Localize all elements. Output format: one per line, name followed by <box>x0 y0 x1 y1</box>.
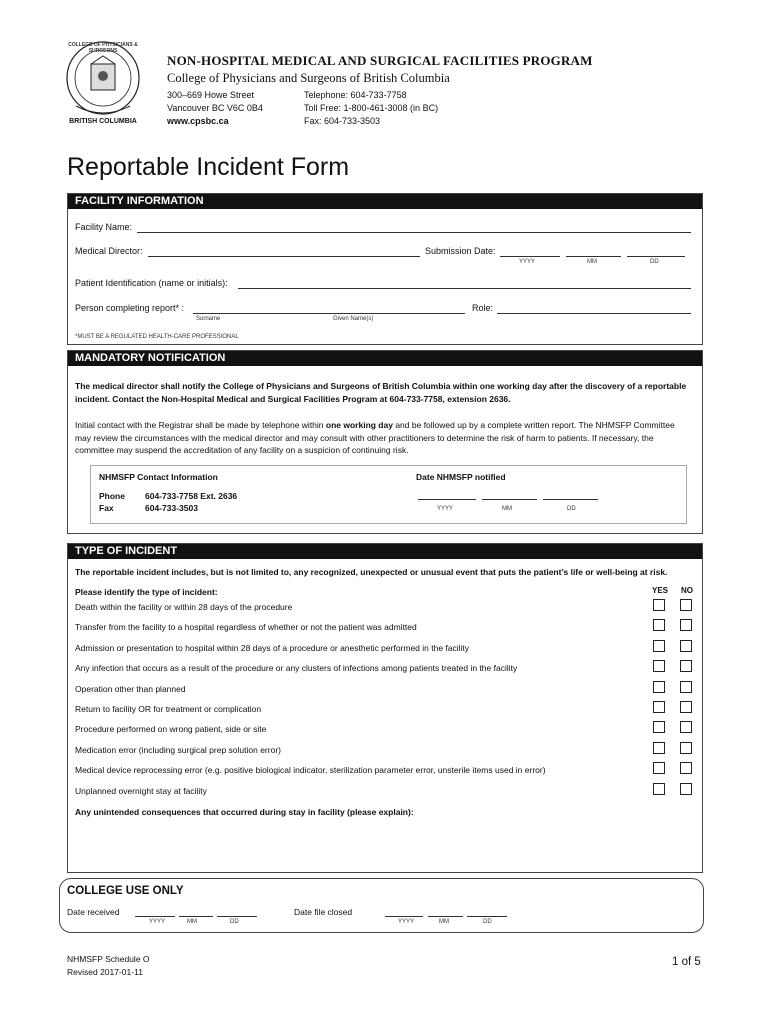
incident-no-checkbox[interactable] <box>680 721 692 733</box>
medical-director-field[interactable] <box>148 256 420 257</box>
received-dd-hint: DD <box>230 919 239 925</box>
submission-date-label: Submission Date: <box>425 246 496 256</box>
para-after: and be followed up by a complete written report. The NHMSFP Committee may review the circumstances with the medical director and may consult with other practitioners to determine the risk of harm to patients. If necessary, the committee may suspend the accreditation of any facility on a suspicion of continuing risk. <box>75 420 675 455</box>
facility-name-field[interactable] <box>137 232 691 233</box>
incident-item-label: Medical device reprocessing error (e.g. positive biological indicator, sterilization parameter error, unsterile items used in error) <box>75 765 546 775</box>
received-year-field[interactable] <box>135 916 175 917</box>
contact-heading: NHMSFP Contact Information <box>99 472 218 482</box>
incident-yes-checkbox[interactable] <box>653 721 665 733</box>
incident-item-label: Medication error (including surgical prep solution error) <box>75 745 281 755</box>
notified-mm-hint: MM <box>502 506 512 512</box>
toll-free: Toll Free: 1-800-461-3008 (in BC) <box>304 103 439 113</box>
closed-dd-hint: DD <box>483 919 492 925</box>
para-bold: one working day <box>325 420 393 430</box>
website-link[interactable]: www.cpsbc.ca <box>167 116 229 126</box>
incident-item-label: Return to facility OR for treatment or complication <box>75 704 262 714</box>
seal-bottom-text: BRITISH COLUMBIA <box>69 118 137 125</box>
incident-yes-checkbox[interactable] <box>653 619 665 631</box>
seal-top-text: COLLEGE OF PHYSICIANS & SURGEONS <box>68 42 138 54</box>
phone-label: Phone <box>99 491 125 501</box>
closed-mm-hint: MM <box>439 919 449 925</box>
closed-month-field[interactable] <box>428 916 463 917</box>
facility-section <box>67 193 703 345</box>
program-title: NON-HOSPITAL MEDICAL AND SURGICAL FACILITIES PROGRAM <box>167 53 593 68</box>
revised-label: Revised 2017-01-11 <box>67 967 143 977</box>
address-line-2: Vancouver BC V6C 0B4 <box>167 103 263 113</box>
role-label: Role: <box>472 303 494 313</box>
incident-yes-checkbox[interactable] <box>653 640 665 652</box>
date-received-label: Date received <box>67 907 120 917</box>
incident-item-label: Any infection that occurs as a result of the procedure or any clusters of infections among patients treated in the facility <box>75 663 518 673</box>
facility-name-label: Facility Name: <box>75 222 133 232</box>
incident-yes-checkbox[interactable] <box>653 599 665 611</box>
college-name: College of Physicians and Surgeons of British Columbia <box>167 71 450 85</box>
regulated-footnote: *MUST BE A REGULATED HEALTH-CARE PROFESSIONAL <box>75 334 239 340</box>
incident-intro: The reportable incident includes, but is not limited to, any recognized, unexpected or unusual event that puts the patient’s life or well-being at risk. <box>75 567 668 577</box>
dd-hint: DD <box>650 259 659 265</box>
notified-yyyy-hint: YYYY <box>437 506 454 512</box>
phone-value[interactable]: 604-733-7758 Ext. 2636 <box>145 491 238 501</box>
college-use-heading: COLLEGE USE ONLY <box>67 885 184 897</box>
given-name-hint: Given Name(s) <box>333 316 374 322</box>
submission-month-field[interactable] <box>566 256 621 257</box>
incident-no-checkbox[interactable] <box>680 742 692 754</box>
incident-item-label: Transfer from the facility to a hospital regardless of whether or not the patient was admitted <box>75 622 417 632</box>
notified-dd-hint: DD <box>567 506 576 512</box>
incident-item-label: Death within the facility or within 28 days of the procedure <box>75 602 293 612</box>
notified-month-field[interactable] <box>482 499 537 500</box>
mm-hint: MM <box>587 259 597 265</box>
incident-yes-checkbox[interactable] <box>653 660 665 672</box>
college-seal <box>58 36 148 130</box>
received-mm-hint: MM <box>187 919 197 925</box>
closed-year-field[interactable] <box>385 916 423 917</box>
fax-value: 604-733-3503 <box>145 503 198 513</box>
incident-no-checkbox[interactable] <box>680 762 692 774</box>
page-title: Reportable Incident Form <box>67 153 350 181</box>
received-yyyy-hint: YYYY <box>149 919 166 925</box>
incident-yes-checkbox[interactable] <box>653 742 665 754</box>
fax: Fax: 604-733-3503 <box>304 116 381 126</box>
date-closed-label: Date file closed <box>294 907 353 917</box>
consequences-label: Any unintended consequences that occurred during stay in facility (please explain): <box>75 807 414 817</box>
incident-heading: TYPE OF INCIDENT <box>68 544 702 559</box>
notified-year-field[interactable] <box>418 499 476 500</box>
incident-yes-checkbox[interactable] <box>653 783 665 795</box>
notified-day-field[interactable] <box>543 499 598 500</box>
no-header: NO <box>681 586 693 595</box>
received-month-field[interactable] <box>179 916 213 917</box>
incident-item-label: Unplanned overnight stay at facility <box>75 786 207 796</box>
closed-day-field[interactable] <box>467 916 507 917</box>
yyyy-hint: YYYY <box>519 259 536 265</box>
consequences-field[interactable] <box>75 822 693 866</box>
closed-yyyy-hint: YYYY <box>398 919 415 925</box>
surname-hint: Surname <box>196 316 221 322</box>
mandatory-heading: MANDATORY NOTIFICATION <box>68 351 702 366</box>
date-notified-label: Date NHMSFP notified <box>416 472 506 482</box>
para-before: Initial contact with the Registrar shall be made by telephone within <box>75 420 326 430</box>
incident-no-checkbox[interactable] <box>680 701 692 713</box>
mandatory-paragraph <box>75 419 687 457</box>
incident-no-checkbox[interactable] <box>680 619 692 631</box>
incident-item-label: Operation other than planned <box>75 684 186 694</box>
incident-no-checkbox[interactable] <box>680 681 692 693</box>
incident-item-label: Procedure performed on wrong patient, side or site <box>75 724 267 734</box>
schedule-label: NHMSFP Schedule O <box>67 954 150 964</box>
incident-no-checkbox[interactable] <box>680 783 692 795</box>
yes-header: YES <box>652 586 669 595</box>
incident-yes-checkbox[interactable] <box>653 701 665 713</box>
incident-item-label: Admission or presentation to hospital within 28 days of a procedure or anesthetic performed in the facility <box>75 643 470 653</box>
identify-label: Please identify the type of incident: <box>75 587 218 597</box>
facility-heading: FACILITY INFORMATION <box>68 194 702 209</box>
fax-label: Fax <box>99 503 114 513</box>
submission-day-field[interactable] <box>627 256 685 257</box>
person-completing-label: Person completing report* : <box>75 303 185 313</box>
address-line-1: 300–669 Howe Street <box>167 90 255 100</box>
submission-year-field[interactable] <box>500 256 560 257</box>
incident-no-checkbox[interactable] <box>680 599 692 611</box>
incident-yes-checkbox[interactable] <box>653 681 665 693</box>
medical-director-label: Medical Director: <box>75 246 143 256</box>
incident-no-checkbox[interactable] <box>680 660 692 672</box>
person-completing-field[interactable] <box>193 313 465 314</box>
incident-yes-checkbox[interactable] <box>653 762 665 774</box>
patient-id-field[interactable] <box>238 288 691 289</box>
incident-no-checkbox[interactable] <box>680 640 692 652</box>
received-day-field[interactable] <box>217 916 257 917</box>
mandatory-bold-text: The medical director shall notify the College of Physicians and Surgeons of British Columbia within one working day after the discovery of a reportable incident. Contact the Non-Hospital Medical and Surgical Facilities Program at 604-733-7758, extension 2636. <box>75 381 687 404</box>
page-number: 1 of 5 <box>672 956 701 968</box>
role-field[interactable] <box>497 313 691 314</box>
telephone: Telephone: 604-733-7758 <box>304 90 407 100</box>
patient-id-label: Patient Identification (name or initials): <box>75 278 228 288</box>
